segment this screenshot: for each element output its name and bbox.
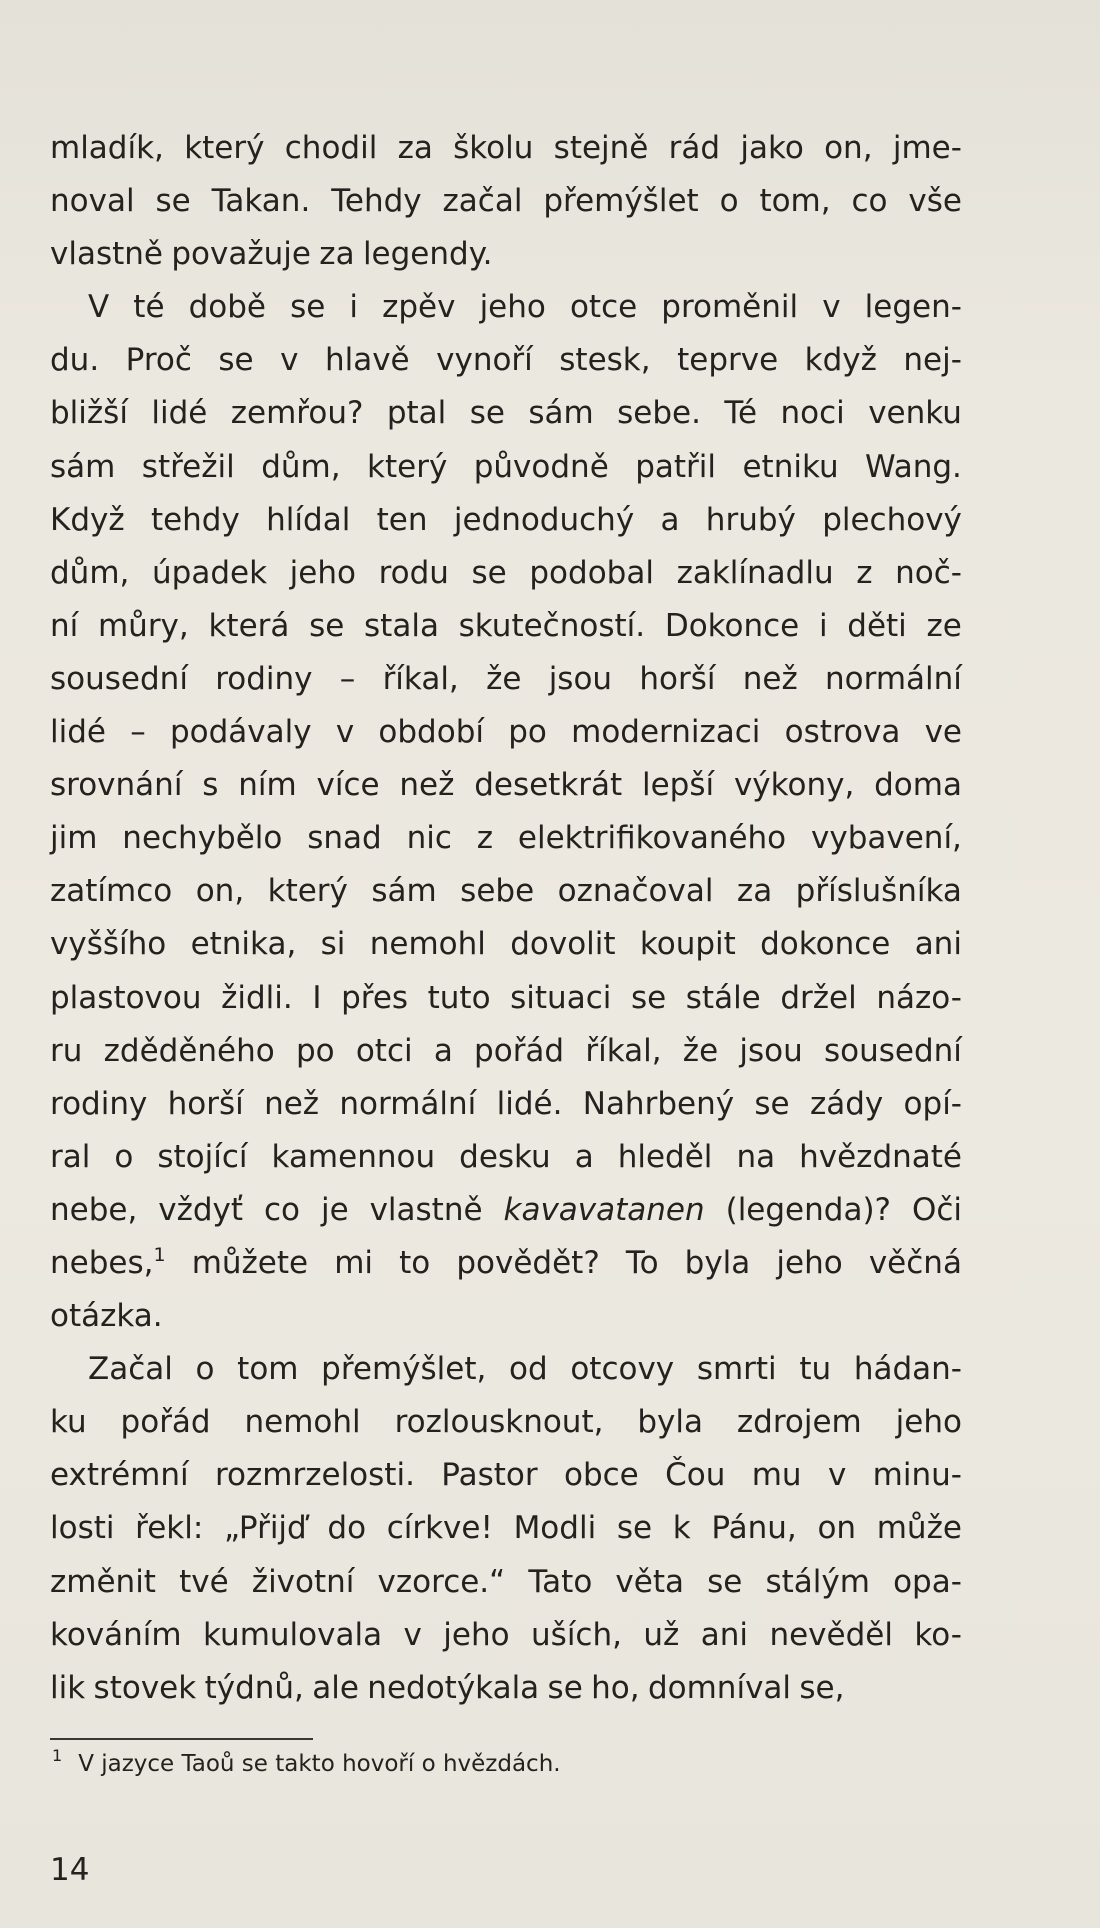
paragraph xyxy=(50,122,962,281)
text-line: mladík, který chodil za školu stejně rád jako on, jme- xyxy=(50,130,962,166)
text-line: ku pořád nemohl rozlousknout, byla zdrojem jeho xyxy=(50,1404,962,1441)
text-line: vyššího etnika, si nemohl dovolit koupit dokonce ani xyxy=(50,926,962,963)
text-line: Začal o tom přemýšlet, od otcovy smrti tu hádan- xyxy=(88,1351,962,1388)
footnote-number: 1 xyxy=(52,1746,63,1765)
text-line: lidé – podávaly v období po modernizaci ostrova ve xyxy=(50,714,962,751)
footnote xyxy=(52,1746,561,1777)
text-line: ní můry, která se stala skutečností. Dokonce i děti ze xyxy=(50,607,962,644)
text-line: sám střežil dům, který původně patřil etniku Wang. xyxy=(50,448,962,485)
text-line: losti řekl: „Přijď do církve! Modli se k Pánu, on může xyxy=(50,1510,962,1547)
text-line: V té době se i zpěv jeho otce proměnil v legen- xyxy=(88,289,962,326)
text-line: plastovou židli. I přes tuto situaci se stále držel názo- xyxy=(50,979,962,1016)
text-line: dům, úpadek jeho rodu se podobal zaklínadlu z noč- xyxy=(50,554,962,591)
paragraph xyxy=(50,1343,962,1715)
text-line: noval se Takan. Tehdy začal přemýšlet o tom, co vše xyxy=(50,183,962,220)
text-line: Když tehdy hlídal ten jednoduchý a hrubý plechový xyxy=(50,501,962,538)
text-line: otázka. xyxy=(50,1298,163,1335)
text-line: kováním kumulovala v jeho uších, už ani nevěděl ko- xyxy=(50,1616,962,1653)
footnote-rule xyxy=(50,1738,313,1740)
text-line: sousední rodiny – říkal, že jsou horší než normální xyxy=(50,660,962,697)
text-line: změnit tvé životní vzorce.“ Tato věta se stálým opa- xyxy=(50,1563,962,1600)
text-line: nebe, vždyť co je vlastně kavavatanen (legenda)? Oči xyxy=(50,1191,962,1228)
text-line: du. Proč se v hlavě vynoří stesk, teprve když nej- xyxy=(50,342,962,379)
footnote-reference: 1 xyxy=(153,1243,166,1266)
text-line: extrémní rozmrzelosti. Pastor obce Čou mu v minu- xyxy=(50,1457,962,1494)
text-line: nebes,$^1$ můžete mi to povědět? To byla jeho věčná xyxy=(50,1243,962,1281)
text-line: ru zděděného po otci a pořád říkal, že jsou sousední xyxy=(50,1032,962,1069)
text-line: rodiny horší než normální lidé. Nahrbený se zády opí- xyxy=(50,1085,962,1122)
text-line: lik stovek týdnů, ale nedotýkala se ho, domníval se, xyxy=(50,1669,845,1706)
page-number: 14 xyxy=(50,1852,90,1888)
footnote-text: V jazyce Taoů se takto hovoří o hvězdách. xyxy=(78,1751,561,1777)
paragraph xyxy=(50,281,962,1343)
text-line: ral o stojící kamennou desku a hleděl na hvězdnaté xyxy=(50,1138,962,1175)
body-text xyxy=(50,122,962,1715)
text-line: vlastně považuje za legendy. xyxy=(50,236,493,273)
text-line: srovnání s ním více než desetkrát lepší výkony, doma xyxy=(50,767,962,804)
italic-term: kavavatanen xyxy=(503,1191,705,1228)
text-line: zatímco on, který sám sebe označoval za příslušníka xyxy=(50,873,962,910)
text-line: jim nechybělo snad nic z elektrifikovaného vybavení, xyxy=(50,820,962,857)
text-line: bližší lidé zemřou? ptal se sám sebe. Té noci venku xyxy=(50,395,962,432)
